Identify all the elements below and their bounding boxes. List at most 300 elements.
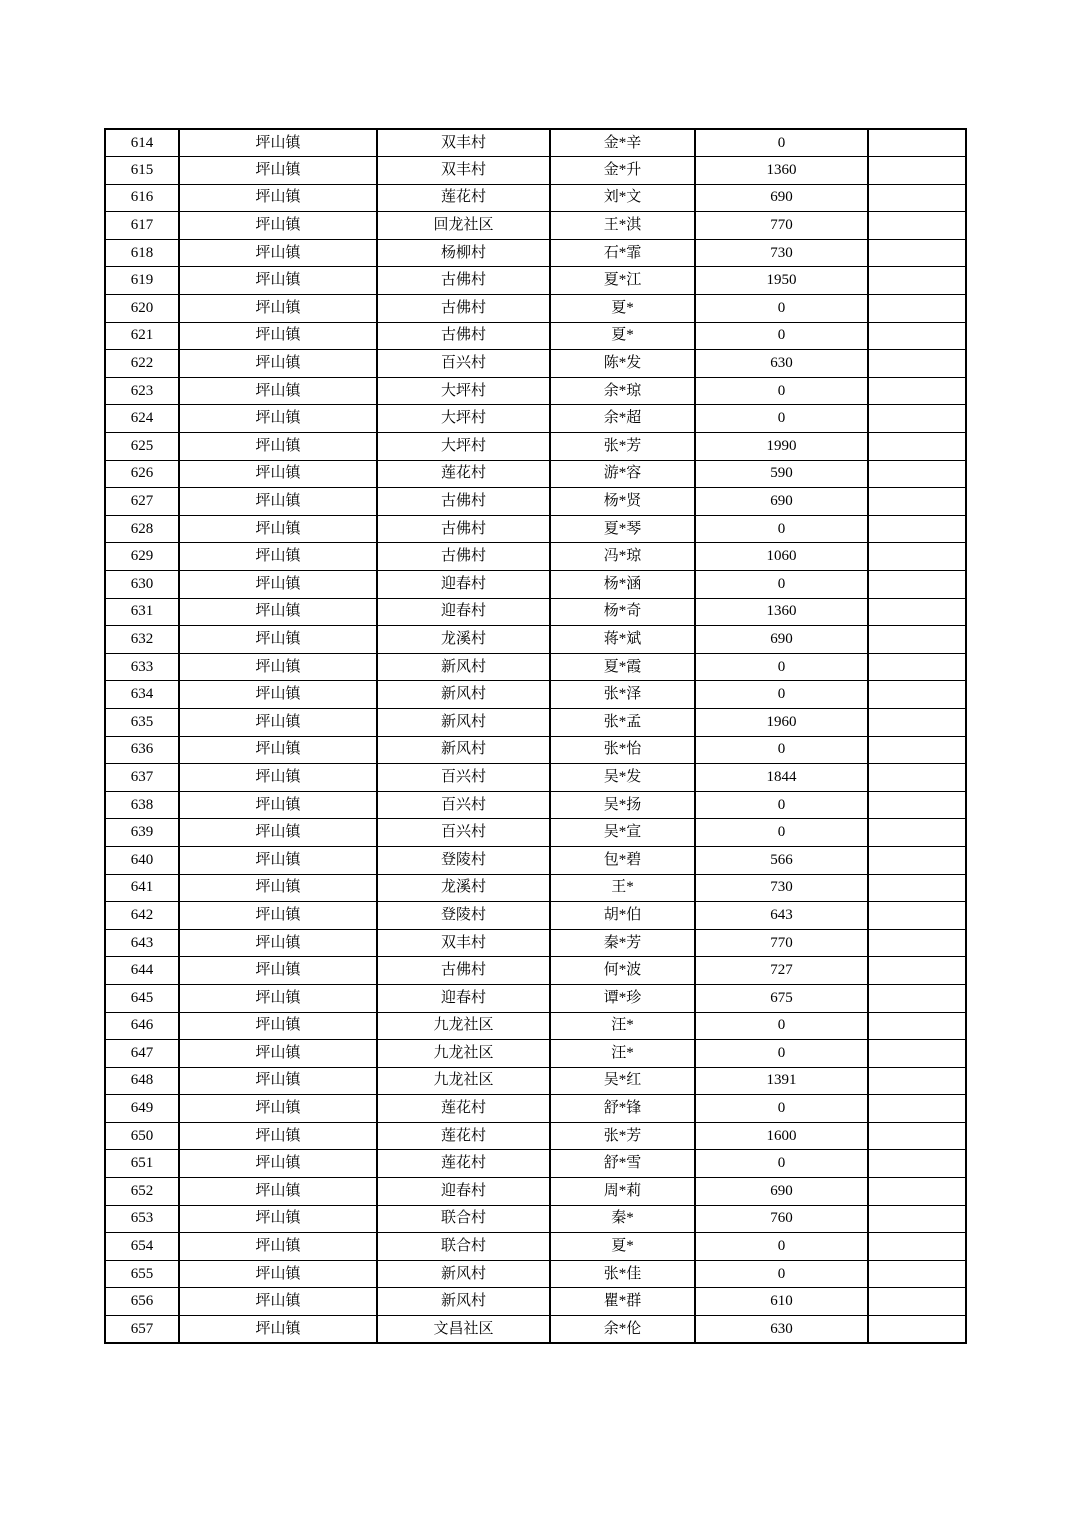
cell-note xyxy=(868,1095,966,1123)
cell-town: 坪山镇 xyxy=(179,515,377,543)
table-row xyxy=(105,1233,966,1261)
cell-town: 坪山镇 xyxy=(179,571,377,599)
cell-note xyxy=(868,184,966,212)
cell-village: 登陵村 xyxy=(377,846,550,874)
cell-note xyxy=(868,1178,966,1206)
cell-town: 坪山镇 xyxy=(179,791,377,819)
table-row xyxy=(105,957,966,985)
cell-note xyxy=(868,653,966,681)
cell-note xyxy=(868,874,966,902)
table-row xyxy=(105,267,966,295)
cell-row-number: 655 xyxy=(105,1260,179,1288)
cell-amount: 1844 xyxy=(695,764,868,792)
cell-person-name: 舒*雪 xyxy=(550,1150,695,1178)
cell-amount: 0 xyxy=(695,653,868,681)
cell-row-number: 637 xyxy=(105,764,179,792)
cell-town: 坪山镇 xyxy=(179,764,377,792)
table-row xyxy=(105,819,966,847)
cell-person-name: 冯*琼 xyxy=(550,543,695,571)
cell-village: 九龙社区 xyxy=(377,1040,550,1068)
cell-town: 坪山镇 xyxy=(179,984,377,1012)
cell-person-name: 夏* xyxy=(550,295,695,323)
table-row xyxy=(105,295,966,323)
cell-village: 新风村 xyxy=(377,708,550,736)
cell-amount: 0 xyxy=(695,819,868,847)
cell-person-name: 杨*贤 xyxy=(550,488,695,516)
cell-village: 双丰村 xyxy=(377,157,550,185)
cell-amount: 1391 xyxy=(695,1067,868,1095)
cell-town: 坪山镇 xyxy=(179,1122,377,1150)
cell-town: 坪山镇 xyxy=(179,350,377,378)
cell-town: 坪山镇 xyxy=(179,874,377,902)
cell-amount: 630 xyxy=(695,1316,868,1344)
cell-person-name: 张*佳 xyxy=(550,1260,695,1288)
cell-row-number: 630 xyxy=(105,571,179,599)
cell-note xyxy=(868,1067,966,1095)
cell-note xyxy=(868,1150,966,1178)
cell-person-name: 吴*扬 xyxy=(550,791,695,819)
table-row xyxy=(105,405,966,433)
cell-village: 莲花村 xyxy=(377,184,550,212)
cell-person-name: 谭*珍 xyxy=(550,984,695,1012)
table-row xyxy=(105,184,966,212)
cell-row-number: 652 xyxy=(105,1178,179,1206)
table-row xyxy=(105,626,966,654)
cell-note xyxy=(868,1040,966,1068)
cell-town: 坪山镇 xyxy=(179,433,377,461)
table-row xyxy=(105,322,966,350)
cell-note xyxy=(868,736,966,764)
cell-row-number: 616 xyxy=(105,184,179,212)
cell-village: 大坪村 xyxy=(377,433,550,461)
table-row xyxy=(105,598,966,626)
cell-village: 古佛村 xyxy=(377,515,550,543)
cell-amount: 1990 xyxy=(695,433,868,461)
cell-note xyxy=(868,1233,966,1261)
cell-row-number: 651 xyxy=(105,1150,179,1178)
cell-note xyxy=(868,515,966,543)
cell-row-number: 631 xyxy=(105,598,179,626)
cell-person-name: 汪* xyxy=(550,1040,695,1068)
cell-village: 古佛村 xyxy=(377,295,550,323)
cell-amount: 0 xyxy=(695,1012,868,1040)
cell-person-name: 张*芳 xyxy=(550,1122,695,1150)
cell-village: 新风村 xyxy=(377,1260,550,1288)
cell-town: 坪山镇 xyxy=(179,653,377,681)
cell-note xyxy=(868,681,966,709)
cell-person-name: 蒋*斌 xyxy=(550,626,695,654)
cell-village: 新风村 xyxy=(377,1288,550,1316)
cell-row-number: 645 xyxy=(105,984,179,1012)
cell-amount: 770 xyxy=(695,212,868,240)
cell-town: 坪山镇 xyxy=(179,1233,377,1261)
cell-town: 坪山镇 xyxy=(179,1288,377,1316)
table-row xyxy=(105,433,966,461)
cell-note xyxy=(868,212,966,240)
cell-amount: 690 xyxy=(695,626,868,654)
cell-town: 坪山镇 xyxy=(179,708,377,736)
cell-town: 坪山镇 xyxy=(179,1067,377,1095)
cell-row-number: 627 xyxy=(105,488,179,516)
cell-person-name: 胡*伯 xyxy=(550,902,695,930)
cell-note xyxy=(868,902,966,930)
table-body xyxy=(105,129,966,1343)
cell-village: 九龙社区 xyxy=(377,1067,550,1095)
cell-town: 坪山镇 xyxy=(179,1178,377,1206)
cell-village: 迎春村 xyxy=(377,1178,550,1206)
cell-note xyxy=(868,1122,966,1150)
cell-row-number: 622 xyxy=(105,350,179,378)
cell-amount: 0 xyxy=(695,1040,868,1068)
cell-row-number: 636 xyxy=(105,736,179,764)
cell-row-number: 640 xyxy=(105,846,179,874)
cell-row-number: 629 xyxy=(105,543,179,571)
cell-amount: 0 xyxy=(695,681,868,709)
cell-town: 坪山镇 xyxy=(179,212,377,240)
cell-note xyxy=(868,129,966,157)
cell-note xyxy=(868,1260,966,1288)
cell-village: 莲花村 xyxy=(377,1122,550,1150)
cell-village: 文昌社区 xyxy=(377,1316,550,1344)
cell-row-number: 643 xyxy=(105,929,179,957)
cell-amount: 675 xyxy=(695,984,868,1012)
cell-person-name: 王*淇 xyxy=(550,212,695,240)
table-row xyxy=(105,1095,966,1123)
cell-person-name: 游*容 xyxy=(550,460,695,488)
cell-note xyxy=(868,1012,966,1040)
cell-note xyxy=(868,405,966,433)
cell-person-name: 余*伦 xyxy=(550,1316,695,1344)
cell-amount: 0 xyxy=(695,129,868,157)
cell-row-number: 628 xyxy=(105,515,179,543)
table-row xyxy=(105,736,966,764)
cell-village: 九龙社区 xyxy=(377,1012,550,1040)
cell-row-number: 656 xyxy=(105,1288,179,1316)
cell-amount: 0 xyxy=(695,791,868,819)
cell-row-number: 634 xyxy=(105,681,179,709)
cell-row-number: 639 xyxy=(105,819,179,847)
cell-village: 古佛村 xyxy=(377,543,550,571)
cell-amount: 0 xyxy=(695,1150,868,1178)
cell-village: 古佛村 xyxy=(377,267,550,295)
cell-village: 古佛村 xyxy=(377,957,550,985)
cell-person-name: 金*升 xyxy=(550,157,695,185)
cell-person-name: 秦*芳 xyxy=(550,929,695,957)
cell-person-name: 吴*宣 xyxy=(550,819,695,847)
cell-note xyxy=(868,708,966,736)
cell-village: 新风村 xyxy=(377,653,550,681)
cell-village: 百兴村 xyxy=(377,791,550,819)
cell-town: 坪山镇 xyxy=(179,1316,377,1344)
cell-person-name: 周*莉 xyxy=(550,1178,695,1206)
cell-amount: 630 xyxy=(695,350,868,378)
cell-person-name: 秦* xyxy=(550,1205,695,1233)
cell-row-number: 657 xyxy=(105,1316,179,1344)
cell-note xyxy=(868,764,966,792)
cell-note xyxy=(868,791,966,819)
table-row xyxy=(105,515,966,543)
cell-town: 坪山镇 xyxy=(179,1260,377,1288)
cell-town: 坪山镇 xyxy=(179,681,377,709)
table-row xyxy=(105,929,966,957)
cell-village: 双丰村 xyxy=(377,129,550,157)
cell-row-number: 650 xyxy=(105,1122,179,1150)
cell-amount: 730 xyxy=(695,239,868,267)
cell-town: 坪山镇 xyxy=(179,1205,377,1233)
cell-row-number: 621 xyxy=(105,322,179,350)
table-row xyxy=(105,350,966,378)
cell-town: 坪山镇 xyxy=(179,129,377,157)
cell-row-number: 633 xyxy=(105,653,179,681)
cell-note xyxy=(868,846,966,874)
table-row xyxy=(105,1178,966,1206)
cell-town: 坪山镇 xyxy=(179,1150,377,1178)
cell-person-name: 金*辛 xyxy=(550,129,695,157)
table-row xyxy=(105,1205,966,1233)
table-row xyxy=(105,708,966,736)
cell-note xyxy=(868,1288,966,1316)
cell-note xyxy=(868,267,966,295)
cell-village: 新风村 xyxy=(377,736,550,764)
cell-town: 坪山镇 xyxy=(179,1095,377,1123)
cell-amount: 760 xyxy=(695,1205,868,1233)
cell-town: 坪山镇 xyxy=(179,1040,377,1068)
cell-row-number: 632 xyxy=(105,626,179,654)
table-row xyxy=(105,157,966,185)
cell-amount: 690 xyxy=(695,184,868,212)
cell-note xyxy=(868,295,966,323)
cell-town: 坪山镇 xyxy=(179,157,377,185)
cell-person-name: 舒*锋 xyxy=(550,1095,695,1123)
cell-amount: 0 xyxy=(695,377,868,405)
cell-amount: 610 xyxy=(695,1288,868,1316)
cell-person-name: 夏* xyxy=(550,322,695,350)
cell-person-name: 石*霏 xyxy=(550,239,695,267)
cell-village: 回龙社区 xyxy=(377,212,550,240)
cell-village: 登陵村 xyxy=(377,902,550,930)
cell-person-name: 何*波 xyxy=(550,957,695,985)
cell-row-number: 646 xyxy=(105,1012,179,1040)
cell-person-name: 张*泽 xyxy=(550,681,695,709)
cell-village: 杨柳村 xyxy=(377,239,550,267)
cell-row-number: 619 xyxy=(105,267,179,295)
cell-person-name: 夏* xyxy=(550,1233,695,1261)
cell-town: 坪山镇 xyxy=(179,736,377,764)
cell-amount: 1960 xyxy=(695,708,868,736)
cell-amount: 1060 xyxy=(695,543,868,571)
cell-row-number: 614 xyxy=(105,129,179,157)
cell-amount: 727 xyxy=(695,957,868,985)
cell-row-number: 649 xyxy=(105,1095,179,1123)
cell-amount: 730 xyxy=(695,874,868,902)
cell-amount: 1360 xyxy=(695,157,868,185)
cell-town: 坪山镇 xyxy=(179,184,377,212)
cell-amount: 690 xyxy=(695,488,868,516)
cell-row-number: 615 xyxy=(105,157,179,185)
cell-note xyxy=(868,1205,966,1233)
cell-person-name: 张*芳 xyxy=(550,433,695,461)
table-row xyxy=(105,212,966,240)
cell-note xyxy=(868,957,966,985)
cell-village: 迎春村 xyxy=(377,598,550,626)
cell-town: 坪山镇 xyxy=(179,819,377,847)
cell-village: 百兴村 xyxy=(377,819,550,847)
cell-row-number: 618 xyxy=(105,239,179,267)
table-row xyxy=(105,1122,966,1150)
cell-person-name: 张*怡 xyxy=(550,736,695,764)
cell-town: 坪山镇 xyxy=(179,957,377,985)
cell-person-name: 吴*红 xyxy=(550,1067,695,1095)
cell-amount: 0 xyxy=(695,1260,868,1288)
cell-amount: 590 xyxy=(695,460,868,488)
cell-row-number: 625 xyxy=(105,433,179,461)
table-row xyxy=(105,653,966,681)
cell-note xyxy=(868,460,966,488)
cell-note xyxy=(868,157,966,185)
cell-town: 坪山镇 xyxy=(179,405,377,433)
table-row xyxy=(105,984,966,1012)
table-row xyxy=(105,239,966,267)
cell-amount: 566 xyxy=(695,846,868,874)
cell-village: 迎春村 xyxy=(377,984,550,1012)
cell-amount: 0 xyxy=(695,736,868,764)
cell-amount: 0 xyxy=(695,571,868,599)
cell-note xyxy=(868,929,966,957)
cell-town: 坪山镇 xyxy=(179,626,377,654)
cell-town: 坪山镇 xyxy=(179,295,377,323)
table-row xyxy=(105,764,966,792)
cell-row-number: 644 xyxy=(105,957,179,985)
table-row xyxy=(105,1012,966,1040)
cell-person-name: 夏*江 xyxy=(550,267,695,295)
cell-note xyxy=(868,377,966,405)
cell-amount: 0 xyxy=(695,295,868,323)
cell-person-name: 刘*文 xyxy=(550,184,695,212)
table-row xyxy=(105,129,966,157)
cell-person-name: 王* xyxy=(550,874,695,902)
cell-village: 新风村 xyxy=(377,681,550,709)
cell-village: 联合村 xyxy=(377,1205,550,1233)
cell-town: 坪山镇 xyxy=(179,322,377,350)
cell-village: 迎春村 xyxy=(377,571,550,599)
cell-village: 大坪村 xyxy=(377,405,550,433)
cell-person-name: 瞿*群 xyxy=(550,1288,695,1316)
cell-village: 双丰村 xyxy=(377,929,550,957)
table-row xyxy=(105,1316,966,1344)
cell-person-name: 杨*奇 xyxy=(550,598,695,626)
cell-note xyxy=(868,322,966,350)
cell-row-number: 641 xyxy=(105,874,179,902)
cell-person-name: 余*超 xyxy=(550,405,695,433)
cell-village: 莲花村 xyxy=(377,1095,550,1123)
cell-town: 坪山镇 xyxy=(179,377,377,405)
cell-note xyxy=(868,598,966,626)
cell-person-name: 包*碧 xyxy=(550,846,695,874)
cell-amount: 643 xyxy=(695,902,868,930)
cell-note xyxy=(868,488,966,516)
cell-row-number: 638 xyxy=(105,791,179,819)
cell-row-number: 624 xyxy=(105,405,179,433)
cell-village: 联合村 xyxy=(377,1233,550,1261)
table-row xyxy=(105,1260,966,1288)
cell-village: 古佛村 xyxy=(377,322,550,350)
table-row xyxy=(105,488,966,516)
cell-town: 坪山镇 xyxy=(179,929,377,957)
cell-row-number: 653 xyxy=(105,1205,179,1233)
table-row xyxy=(105,460,966,488)
cell-person-name: 杨*涵 xyxy=(550,571,695,599)
cell-amount: 690 xyxy=(695,1178,868,1206)
cell-amount: 1360 xyxy=(695,598,868,626)
cell-person-name: 陈*发 xyxy=(550,350,695,378)
cell-town: 坪山镇 xyxy=(179,1012,377,1040)
cell-town: 坪山镇 xyxy=(179,598,377,626)
table-row xyxy=(105,1067,966,1095)
table-row xyxy=(105,1150,966,1178)
cell-row-number: 635 xyxy=(105,708,179,736)
cell-village: 大坪村 xyxy=(377,377,550,405)
cell-village: 莲花村 xyxy=(377,460,550,488)
cell-person-name: 张*孟 xyxy=(550,708,695,736)
cell-person-name: 夏*琴 xyxy=(550,515,695,543)
cell-row-number: 623 xyxy=(105,377,179,405)
table-row xyxy=(105,1040,966,1068)
cell-town: 坪山镇 xyxy=(179,460,377,488)
cell-person-name: 余*琼 xyxy=(550,377,695,405)
cell-note xyxy=(868,984,966,1012)
cell-village: 莲花村 xyxy=(377,1150,550,1178)
cell-village: 龙溪村 xyxy=(377,626,550,654)
cell-town: 坪山镇 xyxy=(179,239,377,267)
table-row xyxy=(105,874,966,902)
cell-row-number: 617 xyxy=(105,212,179,240)
cell-town: 坪山镇 xyxy=(179,543,377,571)
cell-town: 坪山镇 xyxy=(179,267,377,295)
cell-note xyxy=(868,433,966,461)
cell-amount: 1950 xyxy=(695,267,868,295)
cell-note xyxy=(868,350,966,378)
cell-village: 百兴村 xyxy=(377,764,550,792)
cell-amount: 0 xyxy=(695,1095,868,1123)
cell-row-number: 626 xyxy=(105,460,179,488)
cell-village: 古佛村 xyxy=(377,488,550,516)
beneficiary-table xyxy=(104,128,967,1344)
cell-amount: 0 xyxy=(695,405,868,433)
cell-town: 坪山镇 xyxy=(179,488,377,516)
table-row xyxy=(105,846,966,874)
cell-person-name: 吴*发 xyxy=(550,764,695,792)
table-row xyxy=(105,571,966,599)
table-row xyxy=(105,902,966,930)
cell-note xyxy=(868,543,966,571)
cell-amount: 0 xyxy=(695,515,868,543)
cell-amount: 0 xyxy=(695,322,868,350)
cell-amount: 1600 xyxy=(695,1122,868,1150)
cell-row-number: 648 xyxy=(105,1067,179,1095)
table-row xyxy=(105,1288,966,1316)
cell-note xyxy=(868,1316,966,1344)
cell-person-name: 夏*霞 xyxy=(550,653,695,681)
cell-person-name: 汪* xyxy=(550,1012,695,1040)
cell-town: 坪山镇 xyxy=(179,902,377,930)
table-row xyxy=(105,681,966,709)
cell-row-number: 642 xyxy=(105,902,179,930)
cell-village: 龙溪村 xyxy=(377,874,550,902)
cell-amount: 770 xyxy=(695,929,868,957)
cell-note xyxy=(868,239,966,267)
cell-note xyxy=(868,626,966,654)
cell-row-number: 620 xyxy=(105,295,179,323)
